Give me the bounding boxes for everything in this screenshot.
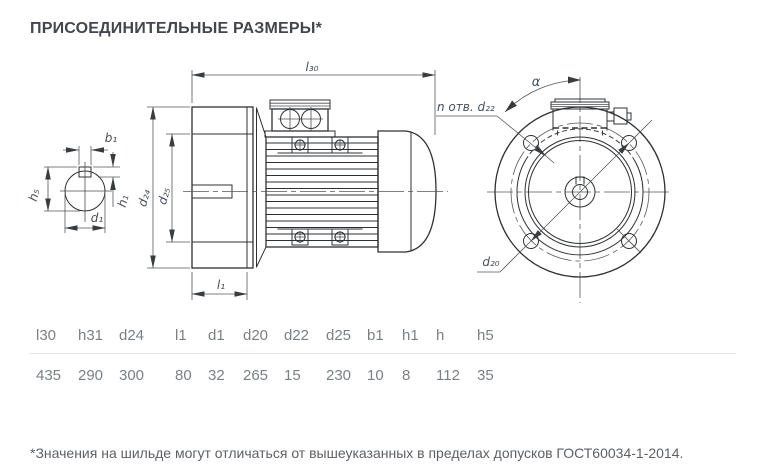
dimension-table-values [30,354,736,384]
dim-label-h5: h₅ [25,187,43,203]
dim-label-d25: d₂₅ [155,185,174,207]
col-header-d1: d1 [208,327,225,344]
dim-label-n-otv-d22: n отв. d₂₂ [437,100,495,114]
value-d20: 265 [243,367,269,384]
value-h31: 290 [78,367,104,384]
dim-label-alpha: α [531,75,541,90]
dim-label-h1: h₁ [114,193,132,209]
dimension-table-header [30,327,736,354]
value-d24: 300 [119,367,145,384]
col-header-d20: d20 [243,327,269,344]
dim-label-d24: d₂₄ [135,187,154,209]
col-header-h: h [436,327,445,344]
col-header-h1: h1 [402,327,419,344]
dim-label-l30: l₃₀ [305,60,319,74]
col-header-h5: h5 [477,327,494,344]
col-header-d22: d22 [284,327,310,344]
col-header-l30: l30 [36,327,57,344]
value-b1: 10 [367,367,384,384]
dim-label-l1: l₁ [216,278,226,292]
dimension-table [30,327,736,384]
dim-label-d1: d₁ [90,211,104,225]
col-header-l1: l1 [175,327,187,344]
shaft-section-view [26,131,132,233]
value-h: 112 [436,367,460,384]
dim-label-b1: b₁ [104,131,118,145]
front-view [436,75,673,303]
value-d22: 15 [284,367,301,384]
value-d25: 230 [326,367,352,384]
footnote: *Значения на шильде могут отличаться от вышеуказанных в пределах допусков ГОСТ60034-1-2014. [30,445,684,461]
value-l1: 80 [175,367,192,384]
page-title: ПРИСОЕДИНИТЕЛЬНЫЕ РАЗМЕРЫ* [30,20,323,37]
col-header-b1: b1 [367,327,384,344]
value-l30: 435 [36,367,62,384]
technical-drawing [0,55,765,315]
dim-label-d20: d₂₀ [482,255,500,269]
value-h5: 35 [477,367,494,384]
col-header-h31: h31 [78,327,104,344]
col-header-d25: d25 [326,327,352,344]
col-header-d24: d24 [119,327,145,344]
side-view [135,60,448,300]
value-d1: 32 [208,367,225,384]
value-h1: 8 [402,367,411,384]
